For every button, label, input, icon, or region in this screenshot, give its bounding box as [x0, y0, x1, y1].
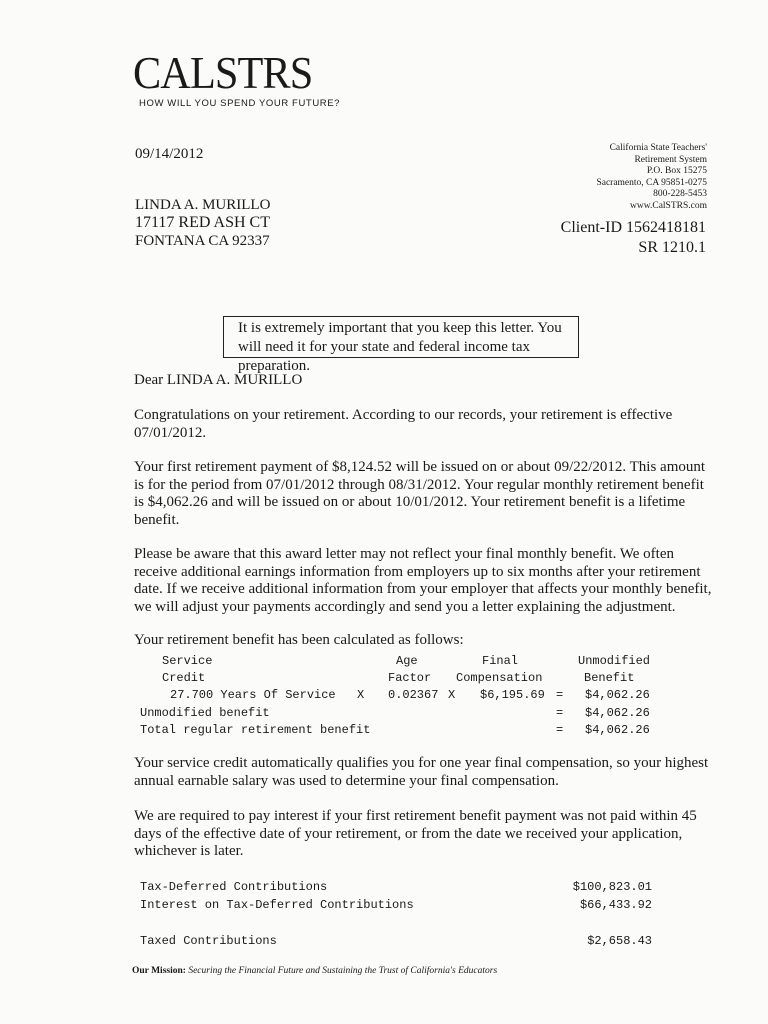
equals-sign: = [556, 688, 564, 702]
client-id-block [561, 218, 706, 258]
tax-deferred-label: Tax-Deferred Contributions [140, 880, 328, 894]
client-id: Client-ID 1562418181 [560, 219, 706, 236]
salutation: Dear LINDA A. MURILLO [134, 372, 303, 388]
header-service: Service [162, 654, 213, 668]
recipient-name: LINDA A. MURILLO [135, 197, 271, 213]
header-age: Age [396, 654, 418, 668]
sr-number: SR 1210.1 [638, 239, 706, 256]
mission-label: Our Mission: [132, 966, 186, 976]
sender-line: Retirement System [634, 154, 707, 165]
mission-text: Securing the Financial Future and Sustaining the Trust of California's Educators [188, 966, 498, 976]
taxed-contributions-value: $2,658.43 [587, 934, 652, 948]
header-final: Final [482, 654, 519, 668]
paragraph-award-notice: Please be aware that this award letter may not reflect your final monthly benefit. We often receive additional earnings information from employers up to six months after your retirement date. If we receive additional information from your employer that affects your monthly benefit, we will adjust your payments accordingly and send you a letter explaining the adjustment. [134, 546, 712, 615]
total-benefit-label: Total regular retirement benefit [140, 723, 371, 737]
sender-line: California State Teachers' [609, 143, 707, 153]
mission-statement [132, 966, 497, 976]
sender-line: Sacramento, CA 95851-0275 [596, 177, 707, 188]
tax-deferred-value: $100,823.01 [572, 880, 652, 894]
recipient-street: 17117 RED ASH CT [135, 214, 270, 231]
recipient-city: FONTANA CA 92337 [135, 233, 270, 249]
interest-label: Interest on Tax-Deferred Contributions [140, 898, 414, 912]
total-benefit-value: $4,062.26 [585, 723, 650, 737]
letter-date: 09/14/2012 [135, 146, 204, 162]
paragraph-congratulations: Congratulations on your retirement. According to our records, your retirement is effective 07/01/2012. [134, 407, 673, 441]
service-years: 27.700 Years Of Service [170, 688, 336, 702]
sender-line: www.CalSTRS.com [630, 200, 707, 211]
sender-line: 800-228-5453 [653, 189, 707, 199]
paragraph-interest: We are required to pay interest if your first retirement benefit payment was not paid within 45 days of the effective date of your retirement, or from the date we received your application, whichever is later. [134, 808, 697, 859]
header-compensation: Compensation [456, 671, 543, 685]
sender-line: P.O. Box 15275 [646, 166, 707, 176]
paragraph-payment: Your first retirement payment of $8,124.52 will be issued on or about 09/22/2012. This amount is for the period from 07/01/2012 through 08/31/2012. Your regular monthly retirement benefit is $4,062.26 and will be issued on or about 10/01/2012. Your retirement benefit is a lifetime benefit. [134, 459, 706, 528]
recipient-address [135, 196, 270, 250]
header-unmodified: Unmodified [578, 654, 651, 668]
logo-tagline: HOW WILL YOU SPEND YOUR FUTURE? [139, 98, 341, 109]
tax-notice-box: It is extremely important that you keep this letter. You will need it for your state and federal income tax preparation. [223, 316, 579, 358]
unmodified-benefit-value: $4,062.26 [585, 688, 650, 702]
paragraph-service-credit: Your service credit automatically qualifies you for one year final compensation, so your highest annual earnable salary was used to determine your final compensation. [134, 755, 709, 789]
multiply-sign: X [357, 688, 365, 702]
header-factor: Factor [388, 671, 432, 685]
equals-sign: = [556, 723, 564, 737]
age-factor-value: 0.02367 [388, 688, 439, 702]
taxed-contributions-label: Taxed Contributions [140, 934, 277, 948]
unmodified-benefit-total: $4,062.26 [585, 706, 650, 720]
header-benefit: Benefit [584, 671, 635, 685]
equals-sign: = [556, 706, 564, 720]
multiply-sign: X [448, 688, 456, 702]
interest-value: $66,433.92 [579, 898, 652, 912]
header-credit: Credit [162, 671, 206, 685]
calstrs-logo: CALSTRS [133, 47, 313, 98]
unmodified-benefit-label: Unmodified benefit [140, 706, 270, 720]
calculation-intro: Your retirement benefit has been calculated as follows: [134, 632, 464, 648]
sender-address [596, 143, 707, 212]
final-compensation-value: $6,195.69 [480, 688, 545, 702]
